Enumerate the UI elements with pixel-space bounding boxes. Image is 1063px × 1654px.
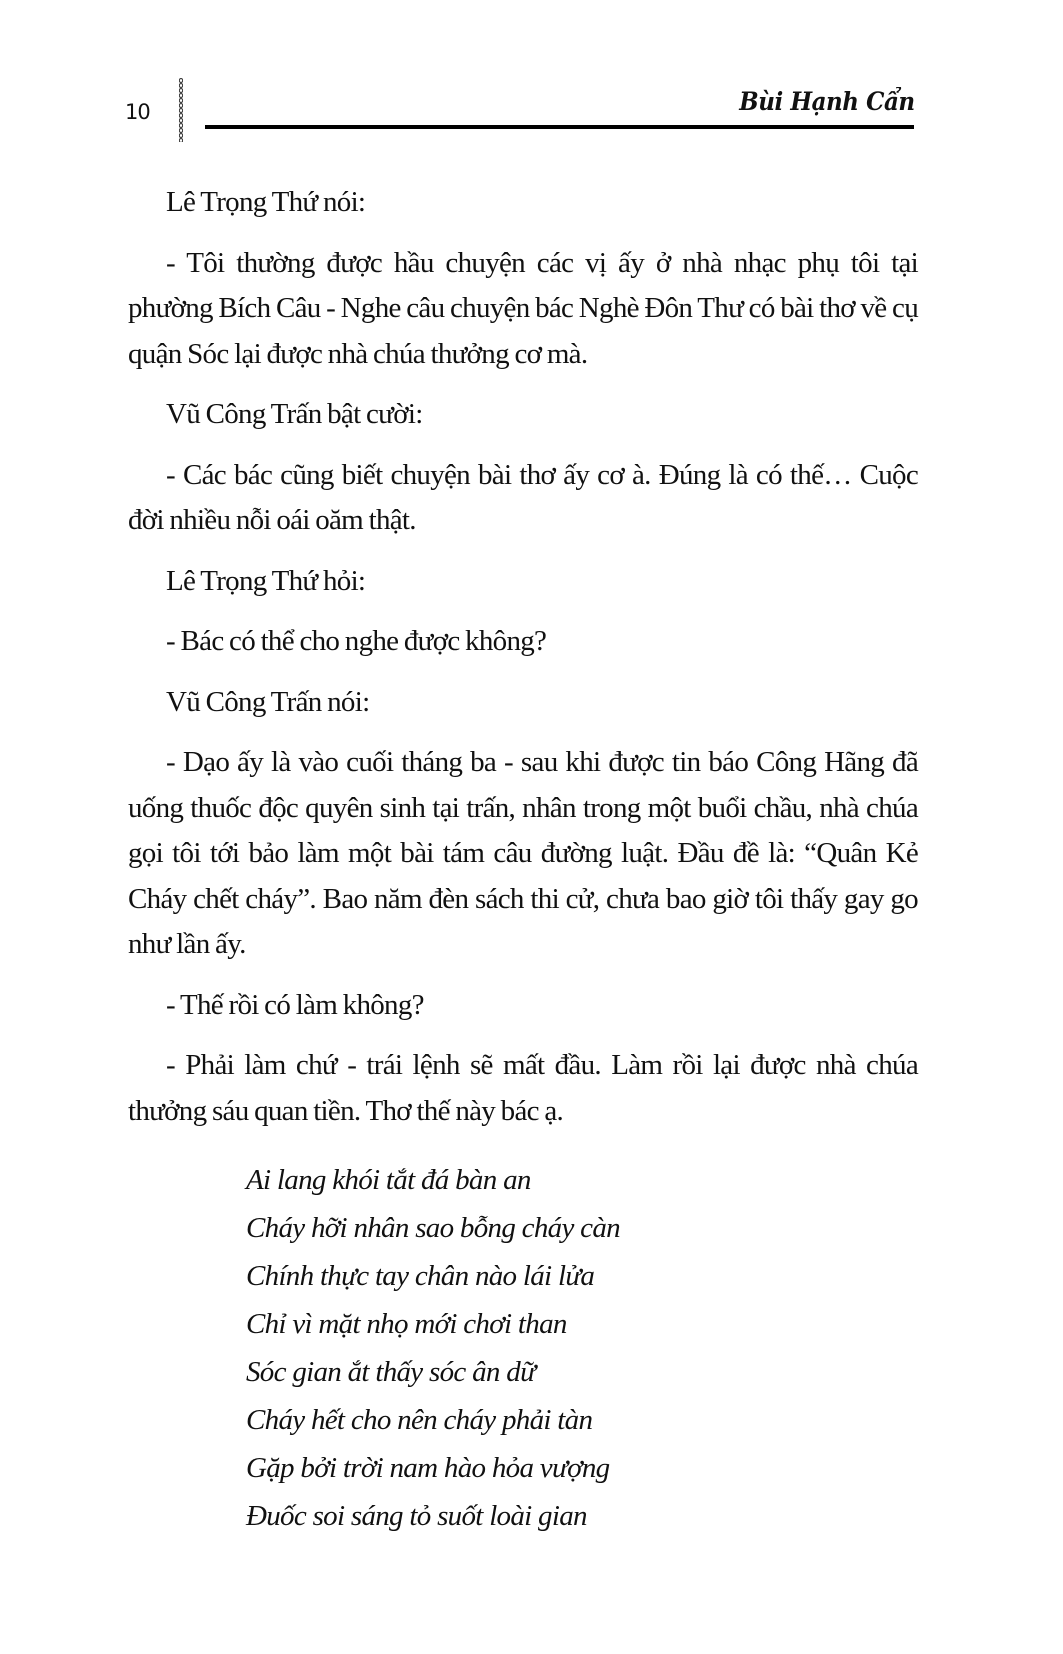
poem-line: Cháy hỡi nhân sao bỗng cháy càn: [246, 1212, 620, 1244]
paragraph: - Tôi thường được hầu chuyện các vị ấy ở nhà nhạc phụ tôi tại phường Bích Câu - Nghe câu chuyện bác Nghè Đôn Thư có bài thơ về cụ quận Sóc lại được nhà chúa thưởng cơ mà.: [128, 246, 918, 370]
header-rule: [205, 125, 914, 129]
poem-line: Gặp bởi trời nam hào hỏa vượng: [246, 1452, 610, 1484]
running-header-author: Bùi Hạnh Cẩn: [739, 87, 915, 116]
paragraph: Vũ Công Trấn nói:: [166, 685, 370, 718]
body-text: [128, 180, 918, 1149]
poem-line: Chính thực tay chân nào lái lửa: [246, 1260, 595, 1292]
paragraph: - Bác có thể cho nghe được không?: [166, 625, 547, 657]
paragraph: Vũ Công Trấn bật cười:: [166, 398, 423, 430]
poem-line: Sóc gian ắt thấy sóc ân dữ: [246, 1356, 536, 1388]
paragraph: - Phải làm chứ - trái lệnh sẽ mất đầu. Làm rồi lại được nhà chúa thưởng sáu quan tiền. Thơ thế này bác ạ.: [128, 1049, 918, 1127]
poem-line: Đuốc soi sáng tỏ suốt loài gian: [246, 1500, 587, 1532]
paragraph: - Thế rồi có làm không?: [166, 988, 424, 1021]
poem-line: Chỉ vì mặt nhọ mới chơi than: [246, 1308, 567, 1340]
poem-line: Cháy hết cho nên cháy phải tàn: [246, 1404, 593, 1436]
paragraph: - Dạo ấy là vào cuối tháng ba - sau khi được tin báo Công Hãng đã uống thuốc độc quyên sinh tại trấn, nhân trong một buổi chầu, nhà chúa gọi tôi tới bảo làm một bài tám câu đường luật. Đầu đề là: “Quân Kẻ Cháy chết cháy”. Bao năm đèn sách thi cử, chưa bao giờ tôi thấy gay go như lần ấy.: [128, 746, 918, 960]
paragraph: - Các bác cũng biết chuyện bài thơ ấy cơ à. Đúng là có thế… Cuộc đời nhiều nỗi oái oăm thật.: [128, 458, 918, 536]
paragraph: Lê Trọng Thứ nói:: [166, 186, 366, 218]
page-number: 10: [125, 100, 150, 124]
poem: [246, 1156, 746, 1540]
poem-line: Ai lang khói tắt đá bàn an: [246, 1164, 531, 1196]
header-chain-divider: [179, 78, 183, 142]
paragraph: Lê Trọng Thứ hỏi:: [166, 564, 366, 597]
